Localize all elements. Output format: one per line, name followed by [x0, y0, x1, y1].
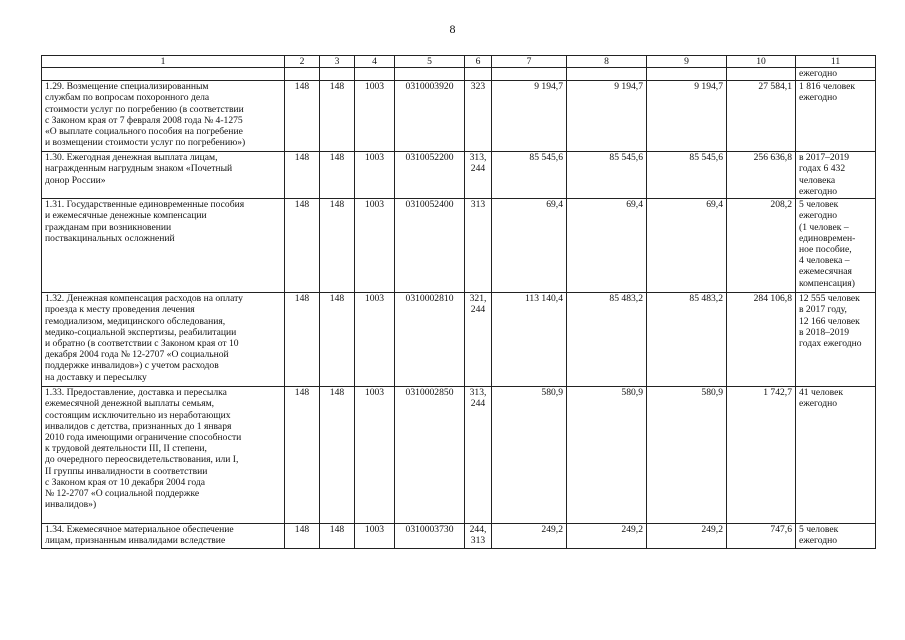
header-cell: 8 — [567, 56, 647, 68]
expected-result-line: ежемесячная — [799, 266, 852, 278]
page-number: 8 — [449, 22, 456, 36]
expected-result-line: ежегодно — [799, 210, 838, 222]
amount-total: 27 584,1 — [727, 81, 796, 152]
admin-code: 148 — [320, 81, 355, 152]
expected-result-line: 5 человек — [799, 199, 839, 211]
expected-result-line: в 2017 году, — [799, 304, 847, 316]
expense-type-code — [465, 387, 492, 524]
table-row — [42, 81, 876, 152]
amount-year-1: 580,9 — [492, 387, 567, 524]
expected-result-line: единовремен- — [799, 232, 856, 244]
row-description-line: 1.32. Денежная компенсация расходов на оплату — [45, 293, 243, 305]
expected-result-line: 12 166 человек — [799, 315, 860, 327]
amount-year-2: 85 545,6 — [567, 152, 647, 199]
expected-result — [796, 524, 876, 549]
row-description-line: инвалидов») — [45, 499, 97, 511]
section-code: 1003 — [355, 387, 395, 524]
expense-type-code — [465, 293, 492, 387]
row-description-line: с Законом края от 10 декабря 2004 года — [45, 476, 206, 488]
row-description-line: лицам, признанным инвалидами вследствие — [45, 535, 226, 547]
expected-result-line: 5 человек — [799, 524, 839, 536]
expense-type-code-line: 313, — [469, 387, 487, 399]
section-code: 1003 — [355, 152, 395, 199]
header-cell: 5 — [395, 56, 465, 68]
admin-code: 148 — [320, 293, 355, 387]
expected-result-line: ежегодно — [799, 92, 838, 104]
section-code: 1003 — [355, 524, 395, 549]
row-description-line: состоящим исключительно из неработающих — [45, 409, 231, 421]
amount-year-3: 249,2 — [647, 524, 727, 549]
ministry-code: 148 — [285, 199, 320, 293]
row-description — [42, 387, 285, 524]
table-row — [42, 152, 876, 199]
row-description-line: гражданам при возникновении — [45, 221, 172, 233]
row-description-line: декабря 2004 года № 12-2707 «О социальной — [45, 349, 229, 361]
expense-type-code-line: 244 — [470, 398, 486, 410]
amount-year-1: 249,2 — [492, 524, 567, 549]
expected-result-line: 41 человек — [799, 387, 844, 399]
row-description-line: 1.31. Государственные единовременные пособия — [45, 199, 245, 211]
expense-type-code-line: 244, — [469, 524, 487, 536]
admin-code: 148 — [320, 524, 355, 549]
row-description-line: 2010 года имеющими ограничение способности — [45, 432, 242, 444]
row-description — [42, 293, 285, 387]
row-description-line: поствакцинальных осложнений — [45, 232, 175, 244]
amount-year-1: 69,4 — [492, 199, 567, 293]
admin-code: 148 — [320, 152, 355, 199]
table-row — [42, 199, 876, 293]
expense-type-code — [465, 524, 492, 549]
expense-type-code-line: 323 — [470, 81, 486, 93]
row-description-line: на доставку и пересылку — [45, 371, 147, 383]
row-description-line: ежемесячной денежной выплаты семьям, — [45, 398, 215, 410]
expected-result-line: (1 человек – — [799, 221, 849, 233]
target-article-code: 0310002850 — [395, 387, 465, 524]
section-code: 1003 — [355, 199, 395, 293]
header-cell: 6 — [465, 56, 492, 68]
amount-year-3: 580,9 — [647, 387, 727, 524]
ministry-code: 148 — [285, 293, 320, 387]
expense-type-code-line: 313, — [469, 152, 487, 164]
header-cell: 2 — [285, 56, 320, 68]
amount-total: 747,6 — [727, 524, 796, 549]
row-description-line: стоимости услуг по погребению (в соответствии — [45, 103, 244, 115]
expected-result-line: 4 человека – — [799, 255, 850, 267]
ministry-code: 148 — [285, 152, 320, 199]
expected-result — [796, 387, 876, 524]
row-description-line: до очередного переосвидетельствования, или I, — [45, 454, 239, 466]
row-description — [42, 81, 285, 152]
expected-result — [796, 293, 876, 387]
expected-result-line: годах 6 432 — [799, 163, 846, 175]
row-description-line: донор России» — [45, 174, 106, 186]
target-article-code: 0310002810 — [395, 293, 465, 387]
admin-code: 148 — [320, 199, 355, 293]
row-description-line: к трудовой деятельности III, II степени, — [45, 443, 207, 455]
row-description — [42, 199, 285, 293]
row-description-line: «О выплате социального пособия на погребение — [45, 126, 243, 138]
header-cell: 4 — [355, 56, 395, 68]
row-description-line: 1.30. Ежегодная денежная выплата лицам, — [45, 152, 218, 164]
section-code: 1003 — [355, 81, 395, 152]
expected-result — [796, 81, 876, 152]
row-description-line: награжденным нагрудным знаком «Почетный — [45, 163, 233, 175]
row-description-line: и ежемесячные денежные компенсации — [45, 210, 207, 222]
expected-result-line: в 2018–2019 — [799, 326, 850, 338]
target-article-code: 0310003730 — [395, 524, 465, 549]
header-cell: 7 — [492, 56, 567, 68]
amount-year-2: 69,4 — [567, 199, 647, 293]
row-description-line: и возмещении стоимости услуг по погребению») — [45, 137, 246, 149]
row-description-line: проезда к месту проведения лечения — [45, 304, 195, 316]
expected-result-line: ное пособие, — [799, 244, 852, 256]
amount-total: 256 636,8 — [727, 152, 796, 199]
expected-result-line: 1 816 человек — [799, 81, 856, 93]
expense-type-code-line: 313 — [470, 199, 486, 211]
row-description-line: 1.33. Предоставление, доставка и пересылка — [45, 387, 227, 399]
target-article-code: 0310003920 — [395, 81, 465, 152]
budget-table — [41, 55, 876, 549]
admin-code: 148 — [320, 387, 355, 524]
ministry-code: 148 — [285, 387, 320, 524]
expense-type-code — [465, 199, 492, 293]
amount-year-1: 9 194,7 — [492, 81, 567, 152]
amount-total: 1 742,7 — [727, 387, 796, 524]
amount-year-3: 85 545,6 — [647, 152, 727, 199]
target-article-code: 0310052400 — [395, 199, 465, 293]
expense-type-code-line: 244 — [470, 163, 486, 175]
amount-year-1: 85 545,6 — [492, 152, 567, 199]
amount-total: 284 106,8 — [727, 293, 796, 387]
target-article-code: 0310052200 — [395, 152, 465, 199]
row-description — [42, 152, 285, 199]
expected-result-line: 12 555 человек — [799, 293, 860, 305]
row-description-line: 1.34. Ежемесячное материальное обеспечение — [45, 524, 234, 536]
amount-year-1: 113 140,4 — [492, 293, 567, 387]
ministry-code: 148 — [285, 524, 320, 549]
expense-type-code-line: 244 — [470, 304, 486, 316]
amount-total: 208,2 — [727, 199, 796, 293]
header-cell: 1 — [42, 56, 285, 68]
table-header-row — [42, 56, 876, 68]
row-description-line: 1.29. Возмещение специализированным — [45, 81, 209, 93]
expense-type-code — [465, 152, 492, 199]
amount-year-3: 85 483,2 — [647, 293, 727, 387]
expected-result-line: ежегодно — [799, 398, 838, 410]
ministry-code: 148 — [285, 81, 320, 152]
table-row — [42, 293, 876, 387]
row-description-line: медико-социальной экспертизы, реабилитации — [45, 326, 237, 338]
table-row — [42, 387, 876, 524]
header-cell: 11 — [796, 56, 876, 68]
header-cell: 10 — [727, 56, 796, 68]
expected-result-line: в 2017–2019 — [799, 152, 850, 164]
row-description-line: с Законом края от 7 февраля 2008 года № 4-1275 — [45, 114, 243, 126]
expected-result-line: компенсация) — [799, 277, 855, 289]
expense-type-code — [465, 81, 492, 152]
row-description-line: и обратно (в соответствии с Законом края от 10 — [45, 338, 239, 350]
section-code: 1003 — [355, 293, 395, 387]
row-description-line: гемодиализом, медицинского обследования, — [45, 315, 226, 327]
amount-year-3: 69,4 — [647, 199, 727, 293]
amount-year-2: 580,9 — [567, 387, 647, 524]
expense-type-code-line: 321, — [469, 293, 487, 305]
row-description-line: инвалидов с детства, признанных до 1 января — [45, 420, 232, 432]
expected-result — [796, 199, 876, 293]
amount-year-3: 9 194,7 — [647, 81, 727, 152]
amount-year-2: 249,2 — [567, 524, 647, 549]
expected-result-line: человека — [799, 174, 836, 186]
expected-result-line: годах ежегодно — [799, 338, 862, 350]
amount-year-2: 9 194,7 — [567, 81, 647, 152]
expected-result-line: ежегодно — [799, 535, 838, 547]
expense-type-code-line: 313 — [470, 535, 486, 547]
row-description-line: II группы инвалидности в соответствии — [45, 465, 208, 477]
row-description-line: № 12-2707 «О социальной поддержке — [45, 488, 200, 500]
row-description-line: службам по вопросам похоронного дела — [45, 92, 210, 104]
expected-result-line: ежегодно — [799, 185, 838, 197]
header-cell: 9 — [647, 56, 727, 68]
continuation-row — [42, 68, 876, 81]
expected-result — [796, 152, 876, 199]
header-cell: 3 — [320, 56, 355, 68]
row-description — [42, 524, 285, 549]
amount-year-2: 85 483,2 — [567, 293, 647, 387]
row-description-line: поддержке инвалидов») с учетом расходов — [45, 360, 219, 372]
table-row — [42, 524, 876, 549]
continuation-note: ежегодно — [796, 68, 876, 81]
